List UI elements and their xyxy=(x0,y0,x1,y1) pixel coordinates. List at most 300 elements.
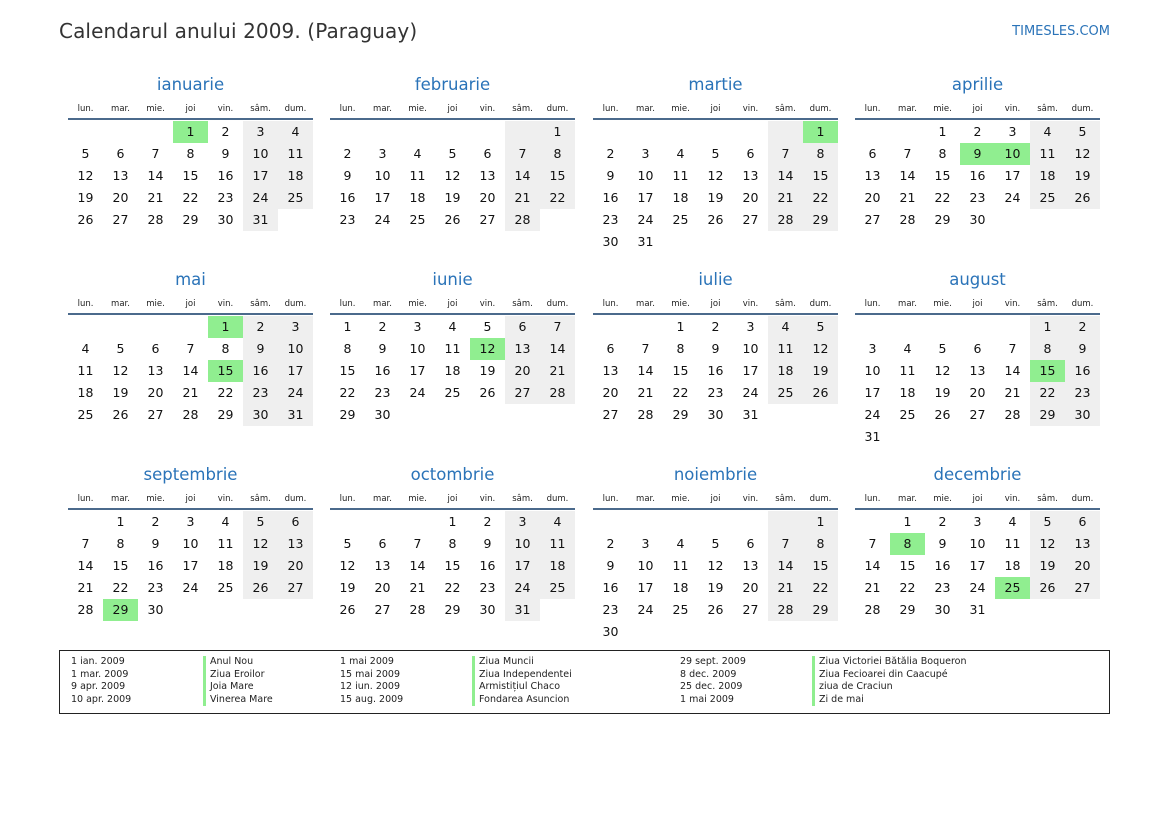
holiday-name: Ziua Eroilor xyxy=(203,669,265,682)
weekday-label: dum. xyxy=(1071,299,1094,309)
holiday-day-cell: 12 xyxy=(470,338,505,360)
day-cell: 22 xyxy=(934,190,951,205)
day-cell: 18 xyxy=(540,555,575,577)
day-cell: 26 xyxy=(1065,187,1100,209)
weekday-label: lun. xyxy=(77,494,94,504)
day-cell: 27 xyxy=(112,212,129,227)
weekday-label: vin. xyxy=(479,494,496,504)
day-cell: 10 xyxy=(864,363,881,378)
empty-cell xyxy=(663,511,698,533)
legend-row xyxy=(329,681,572,694)
day-cell: 7 xyxy=(868,536,877,551)
day-cell: 8 xyxy=(803,143,838,165)
day-cell: 21 xyxy=(182,385,199,400)
day-cell: 23 xyxy=(1065,382,1100,404)
day-cell: 27 xyxy=(602,407,619,422)
day-cell: 21 xyxy=(768,577,803,599)
day-cell: 28 xyxy=(864,602,881,617)
holiday-day-cell: 15 xyxy=(1030,360,1065,382)
day-cell: 12 xyxy=(112,363,129,378)
day-cell: 25 xyxy=(768,382,803,404)
empty-cell xyxy=(103,121,138,143)
day-cell: 31 xyxy=(505,599,540,621)
weekday-header xyxy=(330,488,575,510)
day-cell: 6 xyxy=(505,316,540,338)
day-cell: 22 xyxy=(540,187,575,209)
weekday-label: vin. xyxy=(479,104,496,114)
weekday-label: dum. xyxy=(1071,104,1094,114)
day-cell: 30 xyxy=(934,602,951,617)
day-cell: 23 xyxy=(374,385,391,400)
weekday-label: vin. xyxy=(742,494,759,504)
day-cell: 17 xyxy=(969,558,986,573)
month-septembrie xyxy=(68,462,313,621)
day-cell: 8 xyxy=(938,146,947,161)
weekday-label: mie. xyxy=(671,299,690,309)
weekday-label: mar. xyxy=(636,494,655,504)
day-cell: 21 xyxy=(899,190,916,205)
month-name: mai xyxy=(175,270,206,289)
day-cell: 8 xyxy=(448,536,457,551)
day-cell: 19 xyxy=(444,190,461,205)
month-name: decembrie xyxy=(933,465,1022,484)
day-cell: 14 xyxy=(768,165,803,187)
day-cell: 17 xyxy=(278,360,313,382)
day-cell: 16 xyxy=(969,168,986,183)
empty-cell xyxy=(68,121,103,143)
day-grid xyxy=(593,121,838,253)
weekday-label: lun. xyxy=(77,104,94,114)
empty-cell xyxy=(925,316,960,338)
day-cell: 23 xyxy=(479,580,496,595)
day-cell: 2 xyxy=(606,146,615,161)
weekday-label: vin. xyxy=(742,299,759,309)
day-cell: 22 xyxy=(339,385,356,400)
day-cell: 4 xyxy=(903,341,912,356)
day-cell: 22 xyxy=(182,190,199,205)
day-cell: 11 xyxy=(1030,143,1065,165)
day-cell: 6 xyxy=(278,511,313,533)
day-cell: 18 xyxy=(1030,165,1065,187)
day-cell: 15 xyxy=(803,555,838,577)
holiday-name: Fondarea Asuncion xyxy=(472,694,569,707)
day-cell: 22 xyxy=(1030,382,1065,404)
day-cell: 9 xyxy=(221,146,230,161)
day-cell: 19 xyxy=(803,360,838,382)
holiday-date: 15 aug. 2009 xyxy=(340,693,404,705)
weekday-header xyxy=(330,98,575,120)
month-februarie xyxy=(330,72,575,231)
empty-cell xyxy=(995,316,1030,338)
weekday-label: joi xyxy=(710,104,721,114)
day-cell: 18 xyxy=(899,385,916,400)
day-cell: 20 xyxy=(147,385,164,400)
weekday-label: mie. xyxy=(671,494,690,504)
weekday-label: mie. xyxy=(408,299,427,309)
month-octombrie xyxy=(330,462,575,621)
weekday-header xyxy=(330,293,575,315)
holiday-day-cell: 1 xyxy=(803,121,838,143)
brand-link[interactable]: TIMESLES.COM xyxy=(1012,24,1110,39)
day-cell: 29 xyxy=(444,602,461,617)
month-mai xyxy=(68,267,313,426)
day-cell: 9 xyxy=(938,536,947,551)
holiday-name: Vinerea Mare xyxy=(203,694,273,707)
day-cell: 4 xyxy=(1008,514,1017,529)
day-cell: 29 xyxy=(182,212,199,227)
weekday-header xyxy=(68,293,313,315)
day-cell: 13 xyxy=(479,168,496,183)
day-cell: 26 xyxy=(803,382,838,404)
month-noiembrie xyxy=(593,462,838,643)
day-cell: 5 xyxy=(116,341,125,356)
day-cell: 30 xyxy=(479,602,496,617)
day-cell: 11 xyxy=(77,363,94,378)
weekday-label: mar. xyxy=(898,299,917,309)
day-cell: 7 xyxy=(903,146,912,161)
day-cell: 9 xyxy=(243,338,278,360)
holiday-date: 15 mai 2009 xyxy=(340,668,401,680)
day-cell: 17 xyxy=(637,580,654,595)
holiday-day-cell: 10 xyxy=(995,143,1030,165)
day-grid xyxy=(855,511,1100,621)
day-grid xyxy=(855,316,1100,448)
legend-column xyxy=(329,656,572,706)
holiday-name: Zi de mai xyxy=(812,694,864,707)
weekday-label: mar. xyxy=(373,494,392,504)
weekday-label: mie. xyxy=(146,299,165,309)
day-cell: 20 xyxy=(505,360,540,382)
weekday-label: joi xyxy=(447,494,458,504)
day-cell: 30 xyxy=(602,234,619,249)
day-cell: 30 xyxy=(147,602,164,617)
day-cell: 12 xyxy=(707,558,724,573)
empty-cell xyxy=(103,316,138,338)
month-decembrie xyxy=(855,462,1100,621)
empty-cell xyxy=(628,316,663,338)
day-cell: 15 xyxy=(182,168,199,183)
weekday-label: lun. xyxy=(602,104,619,114)
holiday-date: 29 sept. 2009 xyxy=(680,656,746,667)
day-cell: 29 xyxy=(803,599,838,621)
holiday-name: Joia Mare xyxy=(203,681,254,694)
month-name: iunie xyxy=(432,270,473,289)
day-cell: 28 xyxy=(182,407,199,422)
weekday-label: joi xyxy=(185,494,196,504)
day-cell: 12 xyxy=(803,338,838,360)
day-cell: 11 xyxy=(672,168,689,183)
weekday-label: vin. xyxy=(217,494,234,504)
holiday-date: 12 iun. 2009 xyxy=(340,681,401,692)
calendar-months xyxy=(68,72,1102,647)
day-cell: 4 xyxy=(768,316,803,338)
day-cell: 25 xyxy=(1030,187,1065,209)
legend-row xyxy=(669,681,967,694)
day-cell: 4 xyxy=(448,319,457,334)
empty-cell xyxy=(855,316,890,338)
day-cell: 6 xyxy=(973,341,982,356)
day-cell: 9 xyxy=(606,168,615,183)
day-cell: 15 xyxy=(803,165,838,187)
day-cell: 13 xyxy=(742,558,759,573)
month-ianuarie xyxy=(68,72,313,231)
weekday-label: vin. xyxy=(742,104,759,114)
holiday-day-cell: 1 xyxy=(173,121,208,143)
day-cell: 18 xyxy=(444,363,461,378)
holiday-date: 25 dec. 2009 xyxy=(680,681,743,692)
day-cell: 22 xyxy=(217,385,234,400)
day-cell: 6 xyxy=(746,536,755,551)
day-cell: 28 xyxy=(768,599,803,621)
day-cell: 30 xyxy=(243,404,278,426)
day-cell: 9 xyxy=(483,536,492,551)
day-cell: 14 xyxy=(899,168,916,183)
weekday-label: vin. xyxy=(1004,299,1021,309)
day-grid xyxy=(330,121,575,231)
day-cell: 8 xyxy=(116,536,125,551)
day-cell: 1 xyxy=(938,124,947,139)
day-cell: 14 xyxy=(540,338,575,360)
day-cell: 19 xyxy=(707,190,724,205)
empty-cell xyxy=(855,121,890,143)
weekday-label: vin. xyxy=(1004,104,1021,114)
day-cell: 7 xyxy=(768,533,803,555)
day-cell: 25 xyxy=(899,407,916,422)
day-cell: 2 xyxy=(973,124,982,139)
day-cell: 5 xyxy=(483,319,492,334)
day-cell: 4 xyxy=(676,536,685,551)
weekday-label: joi xyxy=(972,299,983,309)
day-cell: 24 xyxy=(409,385,426,400)
day-cell: 19 xyxy=(1030,555,1065,577)
day-cell: 8 xyxy=(186,146,195,161)
empty-cell xyxy=(68,511,103,533)
weekday-label: lun. xyxy=(339,104,356,114)
day-cell: 18 xyxy=(77,385,94,400)
weekday-label: mie. xyxy=(671,104,690,114)
empty-cell xyxy=(593,121,628,143)
day-cell: 26 xyxy=(707,212,724,227)
day-cell: 28 xyxy=(637,407,654,422)
day-cell: 31 xyxy=(742,407,759,422)
month-martie xyxy=(593,72,838,253)
legend-row xyxy=(329,669,572,682)
day-cell: 18 xyxy=(278,165,313,187)
legend-row xyxy=(669,694,967,707)
day-cell: 12 xyxy=(339,558,356,573)
day-cell: 2 xyxy=(343,146,352,161)
day-grid xyxy=(593,511,838,643)
day-grid xyxy=(330,511,575,621)
weekday-label: sâm. xyxy=(1037,494,1058,504)
holiday-date: 1 mai 2009 xyxy=(680,693,734,705)
day-cell: 26 xyxy=(77,212,94,227)
day-cell: 3 xyxy=(186,514,195,529)
day-cell: 24 xyxy=(278,382,313,404)
holiday-day-cell: 25 xyxy=(995,577,1030,599)
day-cell: 8 xyxy=(540,143,575,165)
weekday-label: mie. xyxy=(933,299,952,309)
month-aprilie xyxy=(855,72,1100,231)
empty-cell xyxy=(960,316,995,338)
day-cell: 27 xyxy=(742,602,759,617)
empty-cell xyxy=(733,121,768,143)
day-grid xyxy=(593,316,838,426)
day-cell: 21 xyxy=(147,190,164,205)
day-cell: 18 xyxy=(672,580,689,595)
day-cell: 25 xyxy=(672,602,689,617)
day-cell: 31 xyxy=(864,429,881,444)
day-cell: 16 xyxy=(374,363,391,378)
day-cell: 21 xyxy=(505,187,540,209)
day-cell: 1 xyxy=(803,511,838,533)
weekday-label: sâm. xyxy=(775,104,796,114)
empty-cell xyxy=(400,121,435,143)
weekday-label: dum. xyxy=(546,104,569,114)
day-cell: 27 xyxy=(742,212,759,227)
weekday-label: sâm. xyxy=(1037,299,1058,309)
month-iunie xyxy=(330,267,575,426)
day-grid xyxy=(68,121,313,231)
day-cell: 4 xyxy=(221,514,230,529)
day-cell: 22 xyxy=(112,580,129,595)
day-cell: 7 xyxy=(505,143,540,165)
empty-cell xyxy=(365,121,400,143)
day-cell: 29 xyxy=(899,602,916,617)
day-cell: 18 xyxy=(768,360,803,382)
day-cell: 17 xyxy=(409,363,426,378)
empty-cell xyxy=(365,511,400,533)
day-cell: 26 xyxy=(112,407,129,422)
holiday-date: 1 ian. 2009 xyxy=(71,656,125,667)
holiday-day-cell: 8 xyxy=(890,533,925,555)
day-cell: 13 xyxy=(112,168,129,183)
day-cell: 29 xyxy=(934,212,951,227)
day-cell: 15 xyxy=(339,363,356,378)
holiday-name: Ziua Independentei xyxy=(472,669,572,682)
weekday-label: joi xyxy=(972,494,983,504)
day-cell: 22 xyxy=(803,577,838,599)
day-cell: 20 xyxy=(969,385,986,400)
day-cell: 19 xyxy=(339,580,356,595)
day-cell: 8 xyxy=(221,341,230,356)
holiday-day-cell: 1 xyxy=(208,316,243,338)
weekday-label: mie. xyxy=(146,104,165,114)
day-cell: 24 xyxy=(243,187,278,209)
day-cell: 27 xyxy=(969,407,986,422)
day-cell: 23 xyxy=(934,580,951,595)
day-cell: 1 xyxy=(903,514,912,529)
legend-row xyxy=(60,669,273,682)
day-cell: 25 xyxy=(444,385,461,400)
day-cell: 26 xyxy=(444,212,461,227)
month-name: ianuarie xyxy=(156,75,225,94)
day-cell: 8 xyxy=(343,341,352,356)
day-cell: 13 xyxy=(602,363,619,378)
weekday-header xyxy=(855,293,1100,315)
day-cell: 15 xyxy=(444,558,461,573)
empty-cell xyxy=(593,316,628,338)
month-name: noiembrie xyxy=(673,465,758,484)
empty-cell xyxy=(68,316,103,338)
day-cell: 23 xyxy=(147,580,164,595)
empty-cell xyxy=(628,511,663,533)
day-cell: 16 xyxy=(479,558,496,573)
day-cell: 5 xyxy=(1065,121,1100,143)
day-cell: 29 xyxy=(1030,404,1065,426)
day-cell: 11 xyxy=(217,536,234,551)
day-cell: 28 xyxy=(540,382,575,404)
day-cell: 12 xyxy=(444,168,461,183)
weekday-label: dum. xyxy=(284,104,307,114)
day-cell: 18 xyxy=(1004,558,1021,573)
day-cell: 5 xyxy=(938,341,947,356)
day-cell: 14 xyxy=(637,363,654,378)
day-cell: 18 xyxy=(217,558,234,573)
day-cell: 2 xyxy=(938,514,947,529)
day-cell: 21 xyxy=(768,187,803,209)
day-cell: 20 xyxy=(278,555,313,577)
day-cell: 24 xyxy=(637,212,654,227)
day-cell: 12 xyxy=(77,168,94,183)
day-cell: 2 xyxy=(1065,316,1100,338)
empty-cell xyxy=(435,121,470,143)
day-cell: 13 xyxy=(278,533,313,555)
month-name: septembrie xyxy=(143,465,238,484)
day-cell: 6 xyxy=(746,146,755,161)
day-cell: 30 xyxy=(707,407,724,422)
day-cell: 19 xyxy=(707,580,724,595)
day-cell: 24 xyxy=(182,580,199,595)
day-cell: 31 xyxy=(969,602,986,617)
day-cell: 12 xyxy=(243,533,278,555)
weekday-label: dum. xyxy=(809,104,832,114)
day-cell: 18 xyxy=(672,190,689,205)
weekday-label: lun. xyxy=(602,494,619,504)
day-cell: 25 xyxy=(278,187,313,209)
day-cell: 11 xyxy=(768,338,803,360)
day-cell: 16 xyxy=(602,580,619,595)
day-cell: 21 xyxy=(864,580,881,595)
day-cell: 9 xyxy=(378,341,387,356)
month-name: martie xyxy=(688,75,743,94)
day-cell: 10 xyxy=(278,338,313,360)
day-cell: 3 xyxy=(413,319,422,334)
day-cell: 11 xyxy=(444,341,461,356)
day-cell: 2 xyxy=(606,536,615,551)
day-cell: 10 xyxy=(182,536,199,551)
weekday-label: sâm. xyxy=(775,299,796,309)
weekday-label: vin. xyxy=(1004,494,1021,504)
empty-cell xyxy=(663,121,698,143)
day-cell: 8 xyxy=(676,341,685,356)
weekday-label: joi xyxy=(710,494,721,504)
holiday-date: 9 apr. 2009 xyxy=(71,681,126,692)
holiday-day-cell: 15 xyxy=(208,360,243,382)
day-cell: 23 xyxy=(602,212,619,227)
day-cell: 2 xyxy=(243,316,278,338)
day-cell: 22 xyxy=(803,187,838,209)
day-cell: 11 xyxy=(672,558,689,573)
day-cell: 17 xyxy=(374,190,391,205)
month-august xyxy=(855,267,1100,448)
day-cell: 31 xyxy=(243,209,278,231)
day-cell: 7 xyxy=(413,536,422,551)
day-cell: 1 xyxy=(540,121,575,143)
weekday-label: dum. xyxy=(809,299,832,309)
empty-cell xyxy=(173,316,208,338)
day-cell: 21 xyxy=(637,385,654,400)
